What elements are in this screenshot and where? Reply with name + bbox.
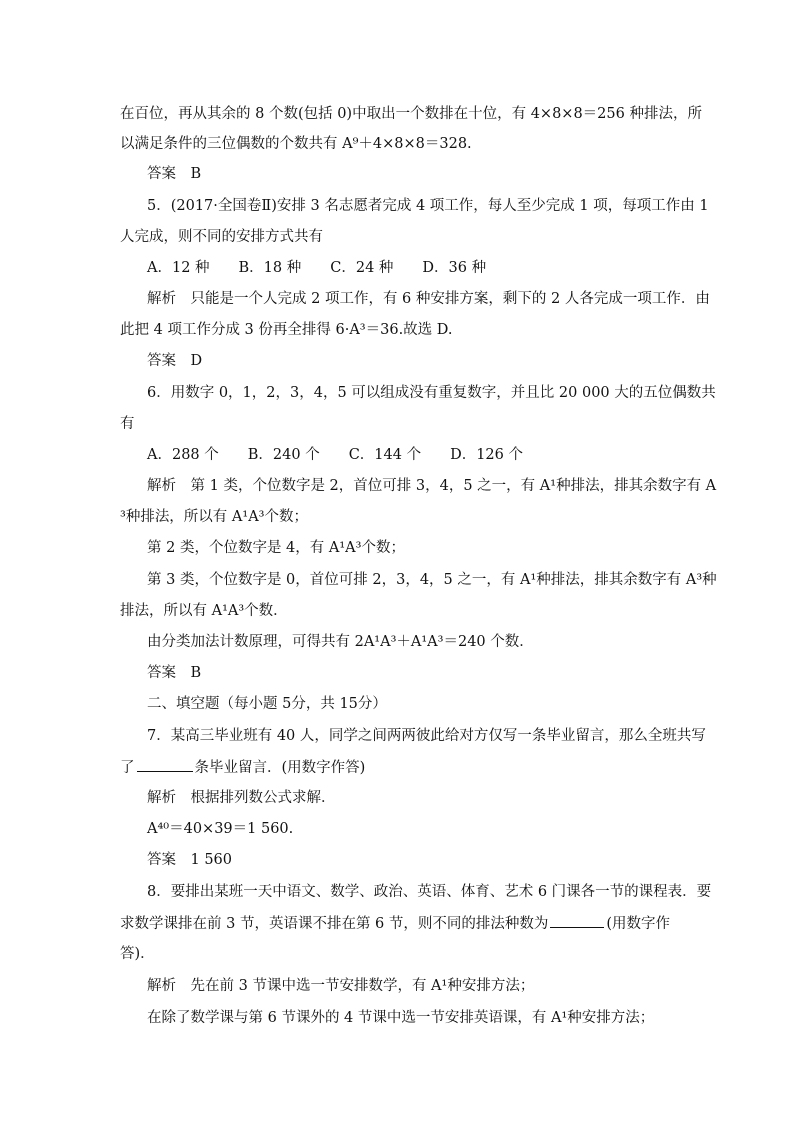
question-5-options: A．12 种 B．18 种 C．24 种 D．36 种 <box>147 260 487 276</box>
question-6-line-2: 有 <box>120 416 135 432</box>
question-8-line-3: 答)． <box>120 946 155 962</box>
question-8-suffix: (用数字作 <box>606 916 671 932</box>
question-5-line-2: 人完成，则不同的安排方式共有 <box>120 229 323 245</box>
answer-line: 答案 D <box>147 353 203 369</box>
answer-line: 答案 B <box>147 166 202 182</box>
text-line: 在百位，再从其余的 8 个数(包括 0)中取出一个数排在十位，有 4×8×8＝256 种排法，所 <box>120 106 702 122</box>
question-8-text: 求数学课排在前 3 节，英语课不排在第 6 节，则不同的排法种数为 <box>120 916 549 932</box>
question-7-line-1: 7．某高三毕业班有 40 人，同学之间两两彼此给对方仅写一条毕业留言，那么全班共写 <box>147 728 706 744</box>
analysis-line: A⁴⁰＝40×39＝1 560. <box>147 821 294 837</box>
analysis-line: 解析 第 1 类，个位数字是 2，首位可排 3，4，5 之一，有 A¹种排法，排其余数字有 A <box>147 478 717 494</box>
question-5-line-1: 5．(2017·全国卷Ⅱ)安排 3 名志愿者完成 4 项工作，每人至少完成 1 项，每项工作由 1 <box>147 198 709 214</box>
analysis-line: 排法，所以有 A¹A³个数． <box>120 603 288 619</box>
analysis-line: ³种排法，所以有 A¹A³个数； <box>120 509 308 525</box>
question-6-line-1: 6．用数字 0，1，2，3，4，5 可以组成没有重复数字，并且比 20 000 大的五位偶数共 <box>147 385 716 401</box>
answer-blank <box>550 913 604 928</box>
analysis-line: 解析 根据排列数公式求解． <box>147 790 336 806</box>
answer-line: 答案 1 560 <box>147 852 233 868</box>
question-8-line-1: 8．要排出某班一天中语文、数学、政治、英语、体育、艺术 6 门课各一节的课程表．要 <box>147 884 712 900</box>
analysis-line: 在除了数学课与第 6 节课外的 4 节课中选一节安排英语课，有 A¹种安排方法； <box>147 1010 655 1026</box>
analysis-line: 第 2 类，个位数字是 4，有 A¹A³个数； <box>147 540 405 556</box>
answer-blank <box>137 757 193 772</box>
question-7-prefix: 了 <box>120 760 135 776</box>
question-8-line-2 <box>120 913 670 934</box>
analysis-line: 解析 先在前 3 节课中选一节安排数学，有 A¹种安排方法； <box>147 978 535 994</box>
question-7-line-2 <box>120 757 365 778</box>
answer-line: 答案 B <box>147 665 202 681</box>
question-6-options: A．288 个 B．240 个 C．144 个 D．126 个 <box>147 447 523 463</box>
question-7-suffix: 条毕业留言．(用数字作答) <box>194 760 366 776</box>
analysis-line: 第 3 类，个位数字是 0，首位可排 2，3，4，5 之一，有 A¹种排法，排其余数字有 A³种 <box>147 572 717 588</box>
text-line: 以满足条件的三位偶数的个数共有 A⁹＋4×8×8＝328. <box>120 136 472 152</box>
analysis-line: 由分类加法计数原理，可得共有 2A¹A³＋A¹A³＝240 个数． <box>147 634 534 650</box>
analysis-line: 解析 只能是一个人完成 2 项工作，有 6 种安排方案，剩下的 2 人各完成一项工作．由 <box>147 291 710 307</box>
analysis-line: 此把 4 项工作分成 3 份再全排得 6·A³＝36.故选 D. <box>120 322 453 338</box>
section-heading: 二、填空题（每小题 5分，共 15分） <box>147 696 387 712</box>
